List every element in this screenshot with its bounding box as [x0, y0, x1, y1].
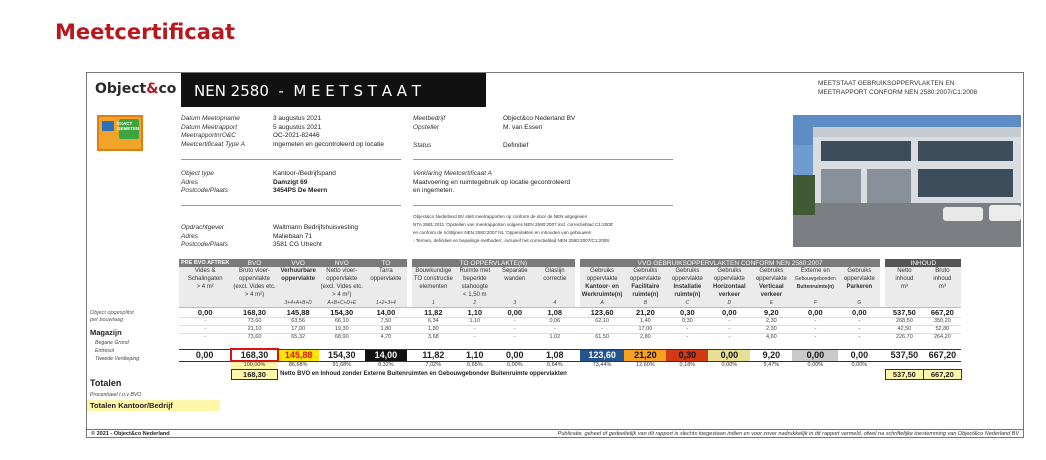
object-co-logo: Object&co [95, 81, 177, 97]
table-cell: 2,30 [750, 317, 792, 325]
table-cell: beperkte [455, 275, 495, 283]
table-cell: 9,20 [750, 307, 792, 317]
table-row-percentages [179, 361, 961, 369]
table-cell: - [455, 325, 495, 333]
table-cell: Horizontaal [708, 283, 750, 291]
subheader-row-3 [179, 283, 961, 291]
table-cell: 42,50 [885, 325, 923, 333]
table-cell: - [580, 325, 625, 333]
table-cell: 1,80 [365, 325, 407, 333]
table-cell: 86,68% [278, 361, 319, 369]
table-cell: 264,20 [923, 333, 961, 341]
left-label-split: Object opgesplitst per bouwlaag [90, 310, 134, 323]
opdrachtgever-info: Opdrachtgever Waltmann Bedrijfshuisvesting Adres Maliebaan 71 Postcode/Plaats 3581 CG Utrecht [181, 224, 359, 248]
table-cell: 0,00 [495, 349, 535, 361]
table-row-totalen-kantoor-bedrijf [179, 369, 961, 379]
table-cell: - [666, 333, 708, 341]
table-cell: 12,60% [624, 361, 666, 369]
table-cell: Bruto [923, 267, 961, 275]
table-cell: correctie [535, 275, 575, 283]
table-cell: 0,00 [708, 307, 750, 317]
table-cell: Gebruiks [750, 267, 792, 275]
table-cell: 0,00 [179, 307, 231, 317]
table-cell: Netto vloer- [319, 267, 365, 275]
meting-info: Datum Meetopname 3 augustus 2021 Datum Meetrapport 5 augustus 2021 MeetrapportnrO&C OC-2021-82446 Meetcertificaat Type A Ingemeten en gecontroleerd op locatie [181, 115, 384, 148]
table-cell [923, 361, 961, 369]
table-cell: 21,20 [624, 307, 666, 317]
table-cell: m³ [923, 283, 961, 291]
table-cell: 123,60 [580, 307, 625, 317]
subheader-row-2 [179, 275, 961, 283]
total-bvo-cell: 168,30 [231, 349, 277, 361]
table-cell: 17,00 [624, 325, 666, 333]
table-cell [278, 291, 319, 299]
table-cell [535, 283, 575, 291]
table-cell: 7,02% [412, 361, 455, 369]
table-cell: - [179, 325, 231, 333]
table-cell: 73,44% [580, 361, 625, 369]
table-cell: TO OPPERVLAKTE(N) [412, 259, 575, 267]
table-cell: - [792, 325, 838, 333]
table-cell: oppervlakte [750, 275, 792, 283]
table-cell: Kantoor- en [580, 283, 625, 291]
table-cell: - [708, 317, 750, 325]
table-cell: 667,20 [923, 307, 961, 317]
table-cell: TO [365, 259, 407, 267]
table-cell: Verhuurbare [278, 267, 319, 275]
table-cell: Buitenruimte(n) [792, 283, 838, 291]
measurement-sheet [86, 72, 1024, 438]
table-cell: 52,80 [923, 325, 961, 333]
table-cell: > 4 m²) [319, 291, 365, 299]
table-cell: oppervlakte [319, 275, 365, 283]
table-cell: 5,47% [750, 361, 792, 369]
table-cell: Installatie [666, 283, 708, 291]
table-cell: verkeer [708, 291, 750, 299]
table-cell: Externe en [792, 267, 838, 275]
table-cell: 61,50 [580, 333, 625, 341]
table-cell: 11,82 [412, 307, 455, 317]
table-cell: 73,60 [231, 333, 277, 341]
table-cell: 9,20 [750, 349, 792, 361]
subheader-row-1 [179, 267, 961, 275]
table-cell: 0,00% [495, 361, 535, 369]
table-cell: A+B+C+D+E [319, 299, 365, 307]
table-cell: - [666, 325, 708, 333]
table-cell: 0,00 [495, 307, 535, 317]
table-cell: 17,00 [278, 325, 319, 333]
table-cell: Werkruimte(n) [581, 292, 623, 298]
table-cell: Parkeren [838, 283, 880, 291]
table-cell: 667,20 [923, 369, 961, 379]
table-cell: (excl. Vides etc. [233, 284, 276, 290]
table-cell: 0,00 [792, 349, 838, 361]
table-cell: 0,06 [535, 317, 575, 325]
table-cell [179, 341, 961, 349]
row-label-percentages: Procentueel t.o.v BVO [90, 392, 142, 398]
table-cell: oppervlakte [580, 275, 625, 283]
table-cell: 14,00 [365, 307, 407, 317]
table-cell: - [838, 325, 880, 333]
table-cell: - [792, 317, 838, 325]
table-cell: oppervlakte [708, 275, 750, 283]
sheet-header [87, 73, 1023, 107]
table-cell: oppervlakte [365, 275, 407, 283]
table-cell: oppervlakte [231, 275, 277, 283]
table-cell: D [708, 299, 750, 307]
table-cell: 226,70 [885, 333, 923, 341]
table-cell: INHOUD [885, 259, 961, 267]
table-cell: - [179, 317, 231, 325]
table-cell: 123,60 [580, 349, 625, 361]
table-cell: 268,50 [885, 317, 923, 325]
table-cell: Netto BVO en Inhoud zonder Externe Buitenruimten en Gebouwgebonder Buitenruimte oppervlakten [280, 371, 567, 377]
table-cell: inhoud [923, 275, 961, 283]
table-cell: 4 [535, 299, 575, 307]
table-cell: 21,10 [231, 325, 277, 333]
table-cell: 8,32% [365, 361, 407, 369]
table-cell: 3 [495, 299, 535, 307]
table-row-magazijn [179, 307, 961, 317]
building-photo [793, 115, 1021, 247]
table-cell: 0,00 [179, 349, 231, 361]
table-cell: ruimte(n) [624, 291, 666, 299]
table-cell: 91,68% [319, 361, 365, 369]
table-cell: 1 [412, 299, 455, 307]
subheader-row-4 [179, 291, 961, 299]
table-cell: inhoud [885, 275, 923, 283]
table-cell: 6,34 [412, 317, 455, 325]
table-cell: 0,30 [666, 307, 708, 317]
footer-disclaimer: Publicatie, geheel of gedeeltelijk van dit rapport is slechts toegestaan indien en voor zover nadrukkelijk in dit rapport vermeld, ofwel na schriftelijke toestemming van Object&co Nederland BV [557, 431, 1019, 437]
total-vvo-cell: 145,88 [278, 349, 319, 361]
sheet-subtitle: MEETSTAAT GEBRUIKSOPPERVLAKTEN EN MEETRAPPORT CONFORM NEN 2580:2007/C1:2008 [818, 80, 978, 96]
table-cell: Schalingaten [179, 275, 231, 283]
row-label-totalen-kantoor-bedrijf: Totalen Kantoor/Bedrijf [87, 400, 220, 411]
table-cell: - [708, 333, 750, 341]
table-cell: 1+2+3+4 [365, 299, 407, 307]
table-cell: 1,40 [624, 317, 666, 325]
table-cell: VVO [278, 259, 319, 267]
table-cell: A [580, 299, 625, 307]
table-cell [535, 291, 575, 299]
table-cell: Facilitaire [624, 283, 666, 291]
row-label-tweede-verdieping: Tweede Verdieping [95, 356, 140, 362]
table-cell: - [838, 333, 880, 341]
table-row-totalen [179, 349, 961, 361]
table-cell: oppervlakte [624, 275, 666, 283]
table-cell [885, 291, 923, 299]
table-cell: 19,30 [319, 325, 365, 333]
table-cell: wanden [495, 275, 535, 283]
table-cell: 3+4+A+B+D [278, 299, 319, 307]
table-cell [923, 291, 961, 299]
table-cell: 0,00 [792, 307, 838, 317]
table-cell: 62,10 [580, 317, 625, 325]
table-cell: - [792, 333, 838, 341]
table-cell: < 1,50 m [455, 291, 495, 299]
table-cell: 0,64% [535, 361, 575, 369]
total-to-cell: 14,00 [365, 349, 407, 361]
table-cell: Gebouwgebonden [792, 275, 838, 283]
table-cell: E [750, 299, 792, 307]
table-cell: 1,02 [535, 333, 575, 341]
table-cell [838, 291, 880, 299]
table-cell: - [708, 325, 750, 333]
table-cell: 68,90 [319, 333, 365, 341]
formula-row [179, 299, 961, 307]
table-cell [278, 283, 319, 291]
table-cell: TO constructie [413, 276, 453, 282]
exact-gemeten-badge-icon: EXACT GEMETEN [97, 115, 143, 151]
table-cell: 0,30 [666, 317, 708, 325]
nen-disclaimer: Object&co Nederland BV stelt meetrapporten op conform de door de NEN uitgegeven NTA 2581:2011 'Opstellen van meetrapporten volgens NEN 2580:2007 incl. correctieblad C1:2008' en conform de richtlijnen NEN 2580:2007 NL 'Oppervlakten en inhouden van gebouwen - Termen, definities en bepalings-methoden', inclusief het correctieblad NEN 2580:2007/C1:2008. [413, 214, 614, 243]
row-label-entresol: Entresol [95, 348, 115, 354]
table-cell: 4,70 [365, 333, 407, 341]
table-cell: oppervlakte [838, 275, 880, 283]
table-cell: 0,00 [838, 307, 880, 317]
table-cell: 1,10 [455, 317, 495, 325]
table-cell [923, 299, 961, 307]
table-cell [792, 291, 838, 299]
table-cell [179, 299, 231, 307]
table-cell: Tarra [365, 267, 407, 275]
table-cell: 63,56 [278, 317, 319, 325]
table-cell: > 4 m² [179, 283, 231, 291]
table-cell: - [535, 325, 575, 333]
table-cell: 1,08 [535, 307, 575, 317]
table-cell: 2,80 [624, 333, 666, 341]
table-cell: 0,65% [455, 361, 495, 369]
table-cell: Gebruiks [838, 267, 880, 275]
table-cell [231, 299, 277, 307]
table-cell: 0,00 [708, 349, 750, 361]
table-cell: 21,20 [624, 349, 666, 361]
table-cell: 66,10 [319, 317, 365, 325]
table-cell [365, 291, 407, 299]
table-cell: elementen [412, 283, 455, 291]
table-cell [179, 369, 231, 379]
table-cell: 154,30 [319, 307, 365, 317]
footer-copyright: © 2021 - Object&co Nederland [91, 431, 170, 437]
table-cell: Ruimte met [455, 267, 495, 275]
table-cell: 11,82 [412, 349, 455, 361]
table-cell: 0,00% [792, 361, 838, 369]
table-cell: - [455, 333, 495, 341]
meetstaat-table [179, 259, 962, 380]
table-cell: 100,00% [231, 361, 277, 369]
table-cell: Verticaal [750, 283, 792, 291]
table-cell: 537,50 [885, 349, 923, 361]
table-cell: 537,50 [885, 307, 923, 317]
verklaring-info: Verklaring Meetcertificaat A Maatvoering en ruimtegebruik op locatie gecontroleerd en ingemeten. [413, 170, 571, 194]
table-cell: - [495, 333, 535, 341]
table-cell: 667,20 [923, 349, 961, 361]
table-cell: Vides & [179, 267, 231, 275]
table-cell: 0,30 [666, 349, 708, 361]
table-cell [179, 361, 231, 369]
table-cell: m³ [885, 283, 923, 291]
table-cell: stahoogte [455, 283, 495, 291]
table-cell [885, 361, 923, 369]
meetbedrijf-info: Meetbedrijf Object&co Nederland BV Opsteller M. van Essen Status Definitief [413, 115, 576, 149]
table-cell: 0,00% [708, 361, 750, 369]
table-cell: Netto [885, 267, 923, 275]
table-cell: Gebruiks [708, 267, 750, 275]
table-cell: 168,30 [231, 369, 277, 379]
table-cell: ruimte(n) [666, 291, 708, 299]
table-cell: (excl. Vides etc. [320, 284, 363, 290]
table-cell: 1,10 [455, 307, 495, 317]
table-cell: C [666, 299, 708, 307]
table-cell: 145,88 [278, 307, 319, 317]
table-cell: - [179, 333, 231, 341]
row-label-magazijn: Magazijn [90, 328, 122, 337]
table-cell: 4,60 [750, 333, 792, 341]
table-cell: 537,50 [885, 369, 923, 379]
table-cell [885, 299, 923, 307]
table-cell: Glaslijn [535, 267, 575, 275]
table-row-entresol [179, 325, 961, 333]
table-cell: - [495, 317, 535, 325]
table-cell [495, 283, 535, 291]
table-cell: 1,10 [455, 349, 495, 361]
table-cell: 3,68 [412, 333, 455, 341]
table-cell: 1,80 [412, 325, 455, 333]
table-cell: 2,30 [750, 325, 792, 333]
table-cell: 7,50 [365, 317, 407, 325]
table-cell: B [624, 299, 666, 307]
table-cell [365, 283, 407, 291]
table-cell: Gebruiks [624, 267, 666, 275]
table-cell: 168,30 [231, 307, 277, 317]
table-cell: 0,18% [666, 361, 708, 369]
table-cell: VVO GEBRUIKSOPPERVLAKTEN CONFORM NEN 2580:2007 [580, 259, 881, 267]
table-cell: 1,08 [535, 349, 575, 361]
table-cell: 65,32 [278, 333, 319, 341]
table-cell: Separatie [495, 267, 535, 275]
row-label-begane-grond: Begane Grond [95, 340, 129, 346]
table-cell: > 4 m²) [231, 291, 277, 299]
table-cell: oppervlakte [666, 275, 708, 283]
table-cell: 2 [455, 299, 495, 307]
table-cell: 0,00 [838, 349, 880, 361]
table-cell: G [838, 299, 880, 307]
table-cell: 0,00% [838, 361, 880, 369]
table-row-tweede-verdieping [179, 333, 961, 341]
object-info: Object type Kantoor-/Bedrijfspand Adres Damzigt 69 Postcode/Plaats 3454PS De Meern [181, 170, 336, 194]
table-cell: 350,20 [923, 317, 961, 325]
sheet-title: NEN 2580 - M E E T S T A A T [181, 73, 486, 107]
page-title: Meetcertificaat [55, 20, 236, 44]
table-cell: F [792, 299, 838, 307]
table-cell: Gebruiks [666, 267, 708, 275]
table-cell: BVO [231, 259, 277, 267]
table-cell: - [838, 317, 880, 325]
table-cell: 73,60 [231, 317, 277, 325]
table-cell: - [495, 325, 535, 333]
table-row-begane-grond [179, 317, 961, 325]
table-cell: verkeer [750, 291, 792, 299]
table-cell: 154,30 [319, 349, 365, 361]
table-cell: PRE BVO AFTREK [181, 260, 230, 266]
table-cell [495, 291, 535, 299]
table-cell: oppervlakte [278, 275, 319, 283]
table-cell: NVO [319, 259, 365, 267]
table-cell: Gebruiks [580, 267, 625, 275]
table-cell [179, 291, 231, 299]
table-cell: Bruto vloer- [231, 267, 277, 275]
table-cell [412, 291, 455, 299]
table-cell: Bouwkundige [412, 267, 455, 275]
row-label-totalen: Totalen [90, 378, 122, 388]
sheet-footer [87, 429, 1023, 438]
